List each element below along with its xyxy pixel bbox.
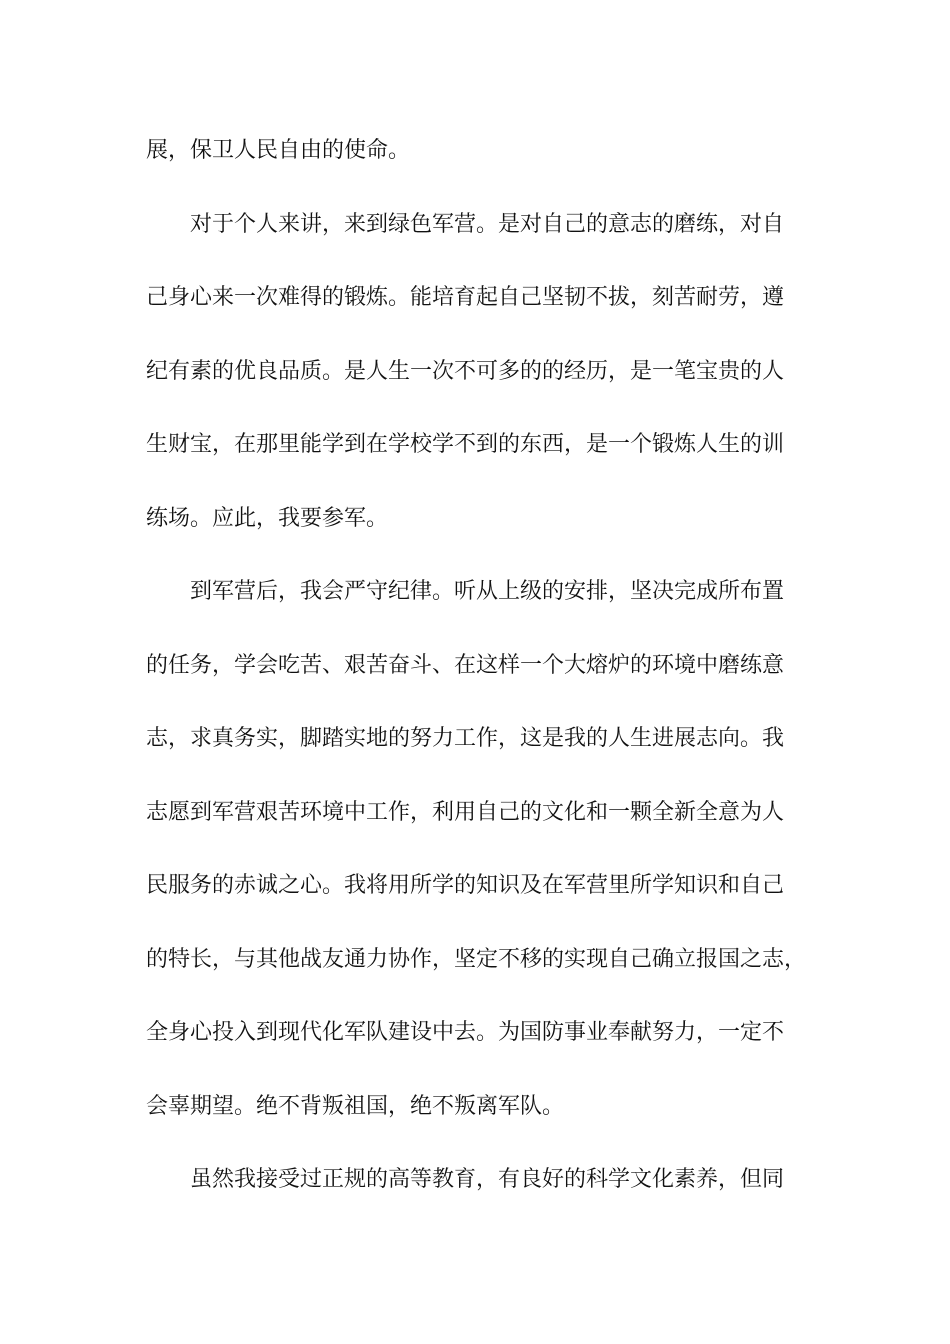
paragraph-first-line: 到军营后，我会严守纪律。听从上级的安排，坚决完成所布置 — [190, 579, 785, 604]
text-line: 的任务，学会吃苦、艰苦奋斗、在这样一个大熔炉的环境中磨练意 — [146, 652, 785, 678]
text-line: 练场。应此，我要参军。 — [146, 505, 389, 531]
text-line: 生财宝，在那里能学到在学校学不到的东西，是一个锻炼人生的训 — [146, 432, 785, 457]
text-line: 的特长，与其他战友通力协作，坚定不移的实现自己确立报国之志， — [146, 946, 807, 972]
paragraph-first-line: 对于个人来讲，来到绿色军营。是对自己的意志的磨练，对自 — [190, 211, 785, 237]
text-line: 展，保卫人民自由的使命。 — [146, 138, 411, 163]
text-line: 己身心来一次难得的锻炼。能培育起自己坚韧不拔，刻苦耐劳，遵 — [146, 285, 785, 310]
text-line: 志愿到军营艰苦环境中工作，利用自己的文化和一颗全新全意为人 — [146, 799, 785, 825]
paragraph-first-line: 虽然我接受过正规的高等教育，有良好的科学文化素养，但同 — [190, 1167, 785, 1192]
text-line: 民服务的赤诚之心。我将用所学的知识及在军营里所学知识和自己 — [146, 873, 785, 898]
text-line: 志，求真务实，脚踏实地的努力工作，这是我的人生进展志向。我 — [146, 726, 785, 751]
text-line: 会辜期望。绝不背叛祖国，绝不叛离军队。 — [146, 1093, 565, 1119]
text-line: 全身心投入到现代化军队建设中去。为国防事业奉献努力，一定不 — [146, 1020, 785, 1045]
text-line: 纪有素的优良品质。是人生一次不可多的的经历，是一笔宝贵的人 — [146, 358, 785, 384]
document-body — [146, 126, 826, 1229]
